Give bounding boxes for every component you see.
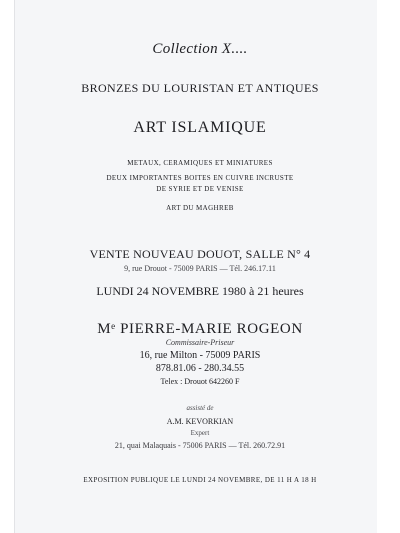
category-boites-line-2: DE SYRIE ET DE VENISE xyxy=(156,185,244,193)
expert-address: 21, quai Malaquais - 75006 PARIS — Tél. 260.72.91 xyxy=(114,441,286,450)
auctioneer-name-text: PIERRE-MARIE ROGEON xyxy=(115,321,303,337)
exhibition-notice: EXPOSITION PUBLIQUE LE LUNDI 24 NOVEMBRE, DE 11 H A 18 H xyxy=(83,476,317,484)
auctioneer-role: Commissaire-Priseur xyxy=(165,338,235,347)
collection-title: Collection X.... xyxy=(152,41,248,57)
auctioneer-address: 16, rue Milton - 75009 PARIS xyxy=(139,350,261,361)
auctioneer-telex: Telex : Drouot 642260 F xyxy=(160,377,240,386)
expert-title: Expert xyxy=(190,429,210,437)
sale-venue-address: 9, rue Drouot - 75009 PARIS — Tél. 246.17.11 xyxy=(124,264,276,273)
category-metaux: METAUX, CERAMIQUES ET MINIATURES xyxy=(127,159,273,167)
auctioneer-name xyxy=(30,322,370,337)
expert-assisted-by: assisté de xyxy=(186,404,214,412)
auctioneer-prefix-sup: e xyxy=(111,321,116,331)
auctioneer-phones: 878.81.06 - 280.34.55 xyxy=(155,363,245,374)
auctioneer-prefix: M xyxy=(97,321,112,337)
expert-name: A.M. KEVORKIAN xyxy=(166,417,234,426)
sale-venue: VENTE NOUVEAU DOUOT, SALLE N° 4 xyxy=(89,247,311,261)
catalogue-main-title: ART ISLAMIQUE xyxy=(133,119,267,136)
sale-date: LUNDI 24 NOVEMBRE 1980 à 21 heures xyxy=(96,284,304,298)
category-boites-line-1: DEUX IMPORTANTES BOITES EN CUIVRE INCRUSTE xyxy=(106,174,294,182)
category-maghreb: ART DU MAGHREB xyxy=(166,204,234,212)
catalogue-subtitle: BRONZES DU LOURISTAN ET ANTIQUES xyxy=(81,81,319,95)
